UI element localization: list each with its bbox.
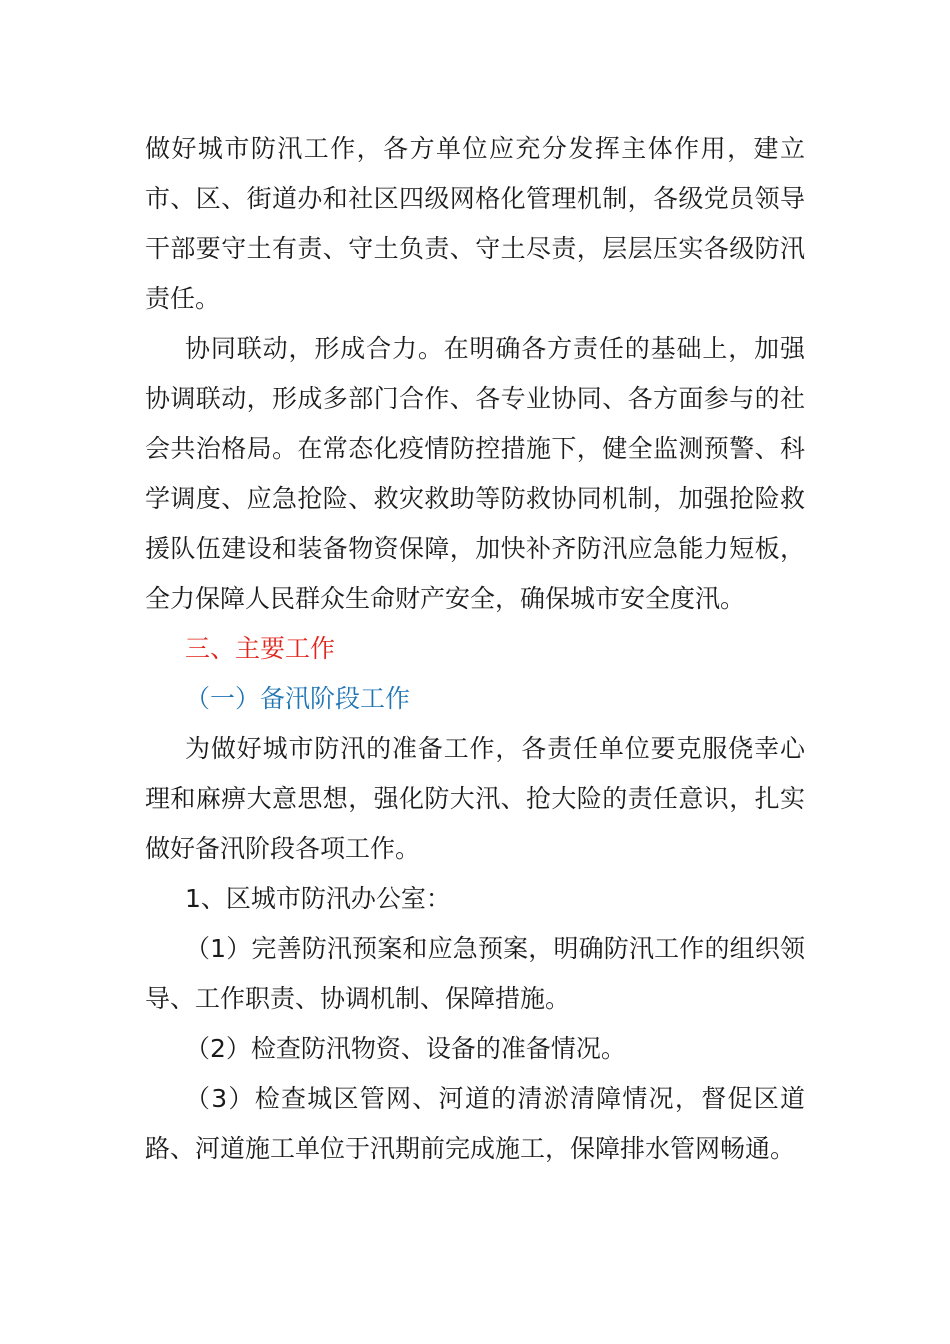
list-item-3: （3）检查城区管网、河道的清淤清障情况，督促区道路、河道施工单位于汛期前完成施工，保障排水管网畅通。 (145, 1084, 805, 1163)
paragraph-coordination: 协同联动，形成合力。在明确各方责任的基础上，加强协调联动，形成多部门合作、各专业协同、各方面参与的社会共治格局。在常态化疫情防控措施下，健全监测预警、科学调度、应急抢险、救灾救助等防救协同机制，加强抢险救援队伍建设和装备物资保障，加快补齐防汛应急能力短板，全力保障人民群众生命财产安全，确保城市安全度汛。 (145, 334, 805, 613)
list-item-1: （1）完善防汛预案和应急预案，明确防汛工作的组织领导、工作职责、协调机制、保障措施。 (145, 934, 805, 1013)
paragraph-preparation-intro: 为做好城市防汛的准备工作，各责任单位要克服侥幸心理和麻痹大意思想，强化防大汛、抢大险的责任意识，扎实做好备汛阶段各项工作。 (145, 734, 805, 863)
list-item-2: （2）检查防汛物资、设备的准备情况。 (185, 1034, 626, 1063)
list-heading-flood-office: 1、区城市防汛办公室： (185, 884, 451, 913)
paragraph-city-flood-responsibility: 做好城市防汛工作，各方单位应充分发挥主体作用，建立市、区、街道办和社区四级网格化管理机制，各级党员领导干部要守土有责、守土负责、守土尽责，层层压实各级防汛责任。 (145, 134, 805, 313)
section-heading-main-work: 三、主要工作 (185, 634, 336, 663)
subsection-heading-preparation-stage: （一）备汛阶段工作 (185, 684, 411, 713)
document-body (145, 124, 805, 1174)
